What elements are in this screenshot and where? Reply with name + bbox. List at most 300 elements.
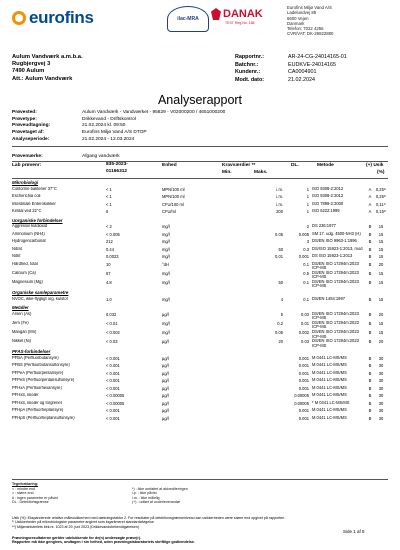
accredited-cell: B xyxy=(368,393,372,399)
dl-cell: 0.005 xyxy=(298,231,309,237)
recipient-address xyxy=(12,54,83,83)
sample-info-label: Prøvested: xyxy=(12,110,37,115)
danak-reg-text: TEST Reg.No. 168 xyxy=(225,21,255,25)
unit-cell: mg/l xyxy=(162,231,170,237)
min-cell xyxy=(220,393,250,401)
accredited-cell: B xyxy=(368,254,372,259)
danak-crown-icon xyxy=(211,8,221,20)
value-cell: < 2 xyxy=(106,224,112,229)
dl-cell: 0.01 xyxy=(301,320,309,326)
unit-cell: µg/l xyxy=(162,378,169,384)
accredited-cell: B xyxy=(368,329,372,335)
method-cell: DS ISO 15923-1:2013 xyxy=(312,254,353,258)
uncertainty-cell: 20 xyxy=(378,311,384,317)
legend-item: > : større end xyxy=(12,491,34,496)
accredited-cell: B xyxy=(368,270,372,276)
max-cell: 50 xyxy=(278,279,283,285)
unit-cell: mg/l xyxy=(162,246,170,252)
dl-cell: 0.1 xyxy=(303,261,309,267)
value-cell: < 0.01 xyxy=(106,320,118,326)
dl-cell: 0.5 xyxy=(303,270,309,276)
method-cell: M 0441 LC-MS/MS xyxy=(312,370,347,375)
table-row xyxy=(12,321,388,330)
unit-cell: µg/l xyxy=(162,385,169,391)
dl-cell: 0.001 xyxy=(298,355,309,361)
value-cell: 6 xyxy=(106,209,109,214)
table-row xyxy=(12,194,388,202)
parameter-cell: Escherichia coli xyxy=(12,194,41,198)
method-cell: DS/EN ISO 17294m:2023 ICP-MS xyxy=(312,320,359,330)
report-meta-row xyxy=(235,77,347,85)
uncertainty-cell: 15 xyxy=(378,329,384,335)
unit-cell: mg/l xyxy=(162,329,170,335)
table-row xyxy=(12,386,388,394)
col-sample-id-1: 835-2023- xyxy=(106,162,128,167)
unit-cell: mg/l xyxy=(162,279,170,285)
legend-item: # : ingen parametre er påvist xyxy=(12,495,58,500)
value-cell: 212 xyxy=(106,239,113,244)
parameter-cell: PFHxA (Perfluorhexansyre) xyxy=(12,385,62,390)
sample-info-value: 21.02.2024 kl. 09:50 xyxy=(82,123,126,129)
sample-info-value: 21.02.2024 - 12.03.2024 xyxy=(82,136,135,142)
sample-info-label: Prøveudtagning: xyxy=(12,123,51,129)
table-row xyxy=(12,209,388,217)
sample-info-label: Prøvetype: xyxy=(12,116,37,122)
parameter-cell: Calcium (Ca) xyxy=(12,270,36,275)
sample-info-value: Eurofins Miljø Vand A/S DTOP xyxy=(82,130,147,136)
legend-item: i.m. : ikke målelig xyxy=(132,495,160,500)
table-row xyxy=(12,408,388,416)
company-line: Eurofins Miljø Vand A/S xyxy=(287,5,332,10)
min-cell xyxy=(220,194,250,202)
max-cell: i.m. xyxy=(276,186,283,192)
min-cell xyxy=(220,356,250,364)
accredited-cell: B xyxy=(368,363,372,369)
accredited-cell: B xyxy=(368,224,372,229)
max-cell xyxy=(250,386,286,394)
value-cell: < 0.03 xyxy=(106,339,118,345)
method-cell: SM 17. udg. 4500-NH3 (H) xyxy=(312,231,361,236)
value-cell: 0.0023 xyxy=(106,254,119,259)
dl-cell: 0.001 xyxy=(298,363,309,369)
unit-cell: °dH xyxy=(162,261,169,267)
sample-marker-value: Afgang vandværk xyxy=(82,154,120,159)
unit-cell: mg/l xyxy=(162,320,170,326)
unit-cell: µg/l xyxy=(162,311,169,317)
dl-cell: 0.00005 xyxy=(294,400,309,406)
parameter-cell: Nikkel (Ni) xyxy=(12,339,31,344)
dl-cell: 0.001 xyxy=(298,378,309,384)
unit-cell: mg/l xyxy=(162,270,170,276)
method-cell: * M 0441 LC-MS/MS xyxy=(312,400,350,405)
sample-info-label: Analyseperiode: xyxy=(12,136,50,142)
uncertainty-cell: 0,15¹⁾ xyxy=(375,209,387,214)
min-cell xyxy=(220,339,250,348)
method-cell: M 0441 LC-MS/MS xyxy=(312,415,347,420)
legend xyxy=(12,482,392,505)
uncertainty-cell: 30 xyxy=(378,408,384,414)
max-cell xyxy=(250,408,286,416)
danak-logo xyxy=(211,8,263,25)
note-line: Usik (%): Ekspanderede relative måleusikkerhed med dækningsfaktor 2. For resultater på detektionsgrænseniveau kan usikkerheden være større end opgivet på rapporten. xyxy=(12,516,286,520)
sample-info-label: Prøvetaget af: xyxy=(12,130,44,136)
unit-cell: CFU/ml xyxy=(162,209,176,214)
accredited-cell: B xyxy=(368,408,372,414)
report-meta-value: 21.02.2024 xyxy=(288,77,315,84)
max-cell: 50 xyxy=(278,246,283,252)
section-row xyxy=(12,179,388,187)
table-row xyxy=(12,280,388,289)
parameter-cell: PFPeS (Perfluorpentansulfonsyre) xyxy=(12,378,75,383)
min-cell xyxy=(220,297,250,305)
method-cell: M 0441 LC-MS/MS xyxy=(312,363,347,368)
value-cell: 10 xyxy=(106,261,111,267)
table-row xyxy=(12,187,388,195)
uncertainty-cell: 30 xyxy=(378,385,384,391)
min-cell xyxy=(220,254,250,262)
legend-item xyxy=(262,500,392,505)
method-cell: DS/EN 1484:1997 xyxy=(312,296,345,301)
method-cell: M 0441 LC-MS/MS xyxy=(312,355,347,360)
unit-cell: µg/l xyxy=(162,415,169,421)
col-max: Maks. xyxy=(254,170,268,175)
table-row xyxy=(12,312,388,321)
accredited-cell: B xyxy=(368,415,372,421)
page-title: Analyserapport xyxy=(157,93,243,107)
table-row xyxy=(12,224,388,232)
uncertainty-cell: 20 xyxy=(378,261,384,267)
table-row xyxy=(12,262,388,271)
min-cell xyxy=(220,280,250,289)
min-cell xyxy=(220,363,250,371)
parameter-cell: PFHxS, lineær xyxy=(12,393,39,398)
parameter-cell: PFHpA (Perfluorheptansyre) xyxy=(12,408,64,413)
value-cell: < 0.001 xyxy=(106,378,120,384)
sample-info-row xyxy=(12,130,225,137)
unit-cell: µg/l xyxy=(162,408,169,414)
dl-cell: 0.1 xyxy=(303,279,309,285)
accredited-cell: B xyxy=(368,279,372,285)
company-line: Telefon: 7022 4256 xyxy=(287,26,324,32)
min-cell xyxy=(220,401,250,409)
max-cell xyxy=(250,393,286,401)
method-cell: DS/EN ISO 17294m:2023 ICP-MS xyxy=(312,279,359,289)
legend-item: (+) : udført af underleverandør xyxy=(132,500,181,505)
dl-cell: 1 xyxy=(306,209,309,214)
max-cell xyxy=(250,371,286,379)
eurofins-logo xyxy=(12,8,94,28)
max-cell xyxy=(250,239,286,247)
dl-cell: 1 xyxy=(306,186,309,192)
accredited-cell: B xyxy=(368,231,372,237)
ilac-mra-logo: ilac-MRA xyxy=(167,6,209,32)
section-title: PFAS-forbindelser xyxy=(12,349,51,355)
method-cell: ISO 6222:1999 xyxy=(312,209,340,213)
min-cell xyxy=(220,386,250,394)
min-cell xyxy=(220,224,250,232)
method-cell: DS/EN ISO 17294m:2023 ICP-MS xyxy=(312,329,359,339)
divider xyxy=(12,146,388,147)
legend-item: *) : Ikke omfattet af akkrediteringen xyxy=(132,486,188,491)
table-row xyxy=(12,254,388,262)
report-meta-label: Batchnr.: xyxy=(235,61,259,68)
min-cell xyxy=(220,378,250,386)
section-title: Mikrobiologi xyxy=(12,180,39,185)
sample-marker xyxy=(12,154,120,159)
disclaimer-line: Rapporten må ikke gengives, undtagen i sin helhed, uden prøvningslaboratoriets skriftlige godkendelse. xyxy=(12,540,195,545)
value-cell: 1.0 xyxy=(106,296,112,302)
value-cell: < 1 xyxy=(106,186,112,192)
table-row xyxy=(12,356,388,364)
col-uncert-pct: (%) xyxy=(377,170,385,175)
table-row xyxy=(12,297,388,305)
max-cell: i.m. xyxy=(276,201,283,207)
unit-cell: µg/l xyxy=(162,339,169,345)
dl-cell: 2 xyxy=(306,224,309,229)
sample-info-row xyxy=(12,110,225,117)
parameter-cell: Hårdhed, total xyxy=(12,261,38,266)
uncertainty-cell: 15 xyxy=(378,279,384,285)
table-row xyxy=(12,401,388,409)
accredited-cell: B xyxy=(368,261,372,267)
dl-cell: 0.00005 xyxy=(294,393,309,399)
parameter-cell: Intestinale Enterokokker xyxy=(12,201,56,206)
table-row xyxy=(12,393,388,401)
accredited-cell: B xyxy=(368,370,372,376)
table-row xyxy=(12,239,388,247)
uncertainty-cell: 0,11¹⁾ xyxy=(376,201,387,207)
accredited-cell: B xyxy=(368,378,372,384)
sample-info-value: Drikkevand - Driftskontrol xyxy=(82,116,136,122)
min-cell xyxy=(220,209,250,217)
note-line: ¹⁾ Usikkerheder på mikrobiologiske parametre angivet som logaritmeret standardafvigelse xyxy=(12,520,154,525)
dl-cell: 1 xyxy=(306,201,309,207)
max-cell xyxy=(250,416,286,424)
accredited-cell: B xyxy=(368,400,372,406)
dl-cell: 0.001 xyxy=(298,408,309,414)
disclaimer xyxy=(12,536,195,545)
report-meta-row xyxy=(235,62,347,70)
method-cell: ISO 9308-2:2012 xyxy=(312,194,344,198)
accredited-cell: B xyxy=(368,296,372,302)
min-cell xyxy=(220,239,250,247)
method-cell: M 0441 LC-MS/MS xyxy=(312,378,347,383)
dl-cell: 0.001 xyxy=(298,415,309,421)
accredited-cell: B xyxy=(368,355,372,361)
parameter-cell: Nitrit xyxy=(12,254,21,258)
accredited-cell: A xyxy=(368,209,372,214)
address-line: Att.: Aulum Vandværk xyxy=(12,75,73,82)
parameter-cell: PFBA (Perfluorbutansyre) xyxy=(12,355,59,360)
min-cell xyxy=(220,271,250,280)
col-dl: DL. xyxy=(291,163,299,168)
min-cell xyxy=(220,202,250,210)
value-cell: < 0.002 xyxy=(106,329,120,335)
col-min: Min. xyxy=(222,170,232,175)
unit-cell: MPN/100 ml xyxy=(162,194,185,199)
method-cell: DS/EN ISO 17294m:2023 ICP-MS xyxy=(312,311,359,321)
results-table xyxy=(12,179,388,423)
max-cell xyxy=(250,262,286,271)
report-meta-label: Rapportnr.: xyxy=(235,54,265,60)
max-cell xyxy=(250,378,286,386)
table-row xyxy=(12,371,388,379)
max-cell: 5 xyxy=(280,311,283,317)
section-row xyxy=(12,217,388,225)
min-cell xyxy=(220,330,250,339)
section-row xyxy=(12,348,388,356)
parameter-cell: Arsen (As) xyxy=(12,311,32,316)
col-uncert: (+) Usik xyxy=(366,163,384,168)
dl-cell: 0.1 xyxy=(303,296,309,302)
eurofins-mark-icon xyxy=(12,11,26,25)
report-meta-row xyxy=(235,69,347,77)
method-cell: DS/EN ISO 9963-1:1996 xyxy=(312,239,357,243)
report-meta-row xyxy=(235,54,347,62)
table-row xyxy=(12,330,388,339)
parameter-cell: PFPeA (Perfluorpentansyre) xyxy=(12,370,64,375)
unit-cell: MPN/100 ml xyxy=(162,186,185,192)
value-cell: 67 xyxy=(106,270,111,276)
value-cell: < 0.00005 xyxy=(106,400,125,406)
sample-info xyxy=(12,110,225,144)
dl-cell: 0.3 xyxy=(303,246,309,252)
page-number: Side 1 af 5 xyxy=(343,529,365,534)
value-cell: < 0.001 xyxy=(106,363,120,369)
dl-cell: 3 xyxy=(306,239,309,244)
method-cell: ISO 9308-2:2012 xyxy=(312,186,344,191)
uncertainty-cell: 15 xyxy=(378,224,384,229)
notes xyxy=(12,516,388,529)
accredited-cell: B xyxy=(368,246,372,252)
table-row xyxy=(12,363,388,371)
parameter-cell: Hydrogencarbonat xyxy=(12,239,46,243)
max-cell: 4 xyxy=(280,296,283,302)
uncertainty-cell: 30 xyxy=(378,363,384,369)
accredited-cell: B xyxy=(368,311,372,317)
min-cell xyxy=(220,312,250,321)
unit-cell: mg/l xyxy=(162,224,170,229)
max-cell xyxy=(250,224,286,232)
col-lab-no: Lab prøvenr: xyxy=(12,163,42,168)
section-row xyxy=(12,289,388,297)
section-title: Metaller xyxy=(12,305,29,311)
disclaimer-line: Prøvningsresultaterne gælder udelukkende for de(n) undersøgte prøve(r). xyxy=(12,536,142,540)
uncertainty-cell: 15 xyxy=(378,320,384,326)
uncertainty-cell: 0,25¹⁾ xyxy=(375,186,387,192)
parameter-cell: PFHpS (Perfluorheptansulfonsyre) xyxy=(12,415,75,420)
company-address xyxy=(287,5,333,37)
uncertainty-cell: 30 xyxy=(378,400,384,406)
parameter-cell: Jern (Fe) xyxy=(12,320,29,325)
max-cell xyxy=(250,401,286,409)
unit-cell: µg/l xyxy=(162,400,169,406)
accredited-cell: B xyxy=(368,239,372,244)
table-row xyxy=(12,416,388,424)
method-cell: DS/EN ISO 17294m:2023 ICP-MS xyxy=(312,339,359,348)
max-cell: 0.2 xyxy=(277,320,283,326)
report-meta-label: Modt. dato: xyxy=(235,77,265,84)
min-cell xyxy=(220,408,250,416)
company-line: Ladelundvej 85 xyxy=(287,10,317,16)
method-cell: M 0441 LC-MS/MS xyxy=(312,385,347,390)
value-cell: < 0.001 xyxy=(106,415,120,421)
uncertainty-cell: 15 xyxy=(378,246,384,252)
legend-item: DL : Detektionsgrænse xyxy=(12,500,49,505)
dl-cell: 0.002 xyxy=(298,329,309,335)
max-cell: 0.05 xyxy=(275,329,283,335)
uncertainty-cell: 30 xyxy=(378,415,384,421)
unit-cell: µg/l xyxy=(162,363,169,369)
uncertainty-cell: 30 xyxy=(378,370,384,376)
table-row xyxy=(12,202,388,210)
accredited-cell: B xyxy=(368,339,372,345)
method-cell: DS 236:1977 xyxy=(312,224,336,228)
danak-logo-text: DANAK xyxy=(223,8,263,20)
uncertainty-cell: 30 xyxy=(378,393,384,399)
address-line: 7490 Aulum xyxy=(12,68,45,75)
max-cell: 200 xyxy=(276,209,283,214)
unit-cell: µg/l xyxy=(162,355,169,361)
divider xyxy=(12,479,388,480)
eurofins-logo-text: eurofins xyxy=(29,8,94,27)
dl-cell: 0.03 xyxy=(301,339,309,345)
min-cell xyxy=(220,371,250,379)
max-cell xyxy=(250,363,286,371)
table-header xyxy=(12,162,388,178)
report-meta-value: CA0004901 xyxy=(288,69,317,76)
unit-cell: µg/l xyxy=(162,370,169,376)
value-cell: < 0.00005 xyxy=(106,393,125,399)
col-method: Metode xyxy=(317,163,334,168)
dl-cell: 0.001 xyxy=(298,254,309,259)
min-cell xyxy=(220,187,250,195)
address-line: Aulum Vandværk a.m.b.a. xyxy=(12,54,83,60)
uncertainty-cell: 15 xyxy=(378,239,384,244)
method-cell: M 0441 LC-MS/MS xyxy=(312,408,347,413)
report-meta-value: AR-24-CG-24014165-01 xyxy=(288,54,347,60)
value-cell: 4.8 xyxy=(106,279,112,285)
parameter-cell: Aggressiv kuldioxid xyxy=(12,224,48,228)
accredited-cell: A xyxy=(368,201,372,207)
min-cell xyxy=(220,247,250,255)
accredited-cell: B xyxy=(368,320,372,326)
parameter-cell: Mangan (Mn) xyxy=(12,329,37,334)
value-cell: < 0.005 xyxy=(106,231,120,237)
unit-cell: mg/l xyxy=(162,296,170,302)
max-cell: 0.01 xyxy=(275,254,283,259)
method-cell: DS/EN ISO 17294m:2023 ICP-MS xyxy=(312,261,359,271)
unit-cell: mg/l xyxy=(162,254,170,259)
max-cell: i.m. xyxy=(276,194,283,199)
method-cell: ISO 7899-2:2000 xyxy=(312,201,344,206)
uncertainty-cell: 30 xyxy=(378,378,384,384)
parameter-cell: PFBS (Perfluorbutansulfonsyre) xyxy=(12,363,70,368)
section-row xyxy=(12,304,388,312)
uncertainty-cell: 20 xyxy=(378,339,384,345)
dl-cell: 0.001 xyxy=(298,385,309,391)
dl-cell: 0.03 xyxy=(301,311,309,317)
section-title: Organiske samleparametre xyxy=(12,290,69,296)
max-cell: 0.05 xyxy=(275,231,283,237)
uncertainty-cell: 15 xyxy=(378,231,384,237)
unit-cell: mg/l xyxy=(162,239,170,244)
value-cell: < 0.001 xyxy=(106,408,120,414)
uncertainty-cell: 15 xyxy=(378,270,384,276)
accredited-cell: B xyxy=(368,385,372,391)
uncertainty-cell: 30 xyxy=(378,355,384,361)
table-row xyxy=(12,247,388,255)
